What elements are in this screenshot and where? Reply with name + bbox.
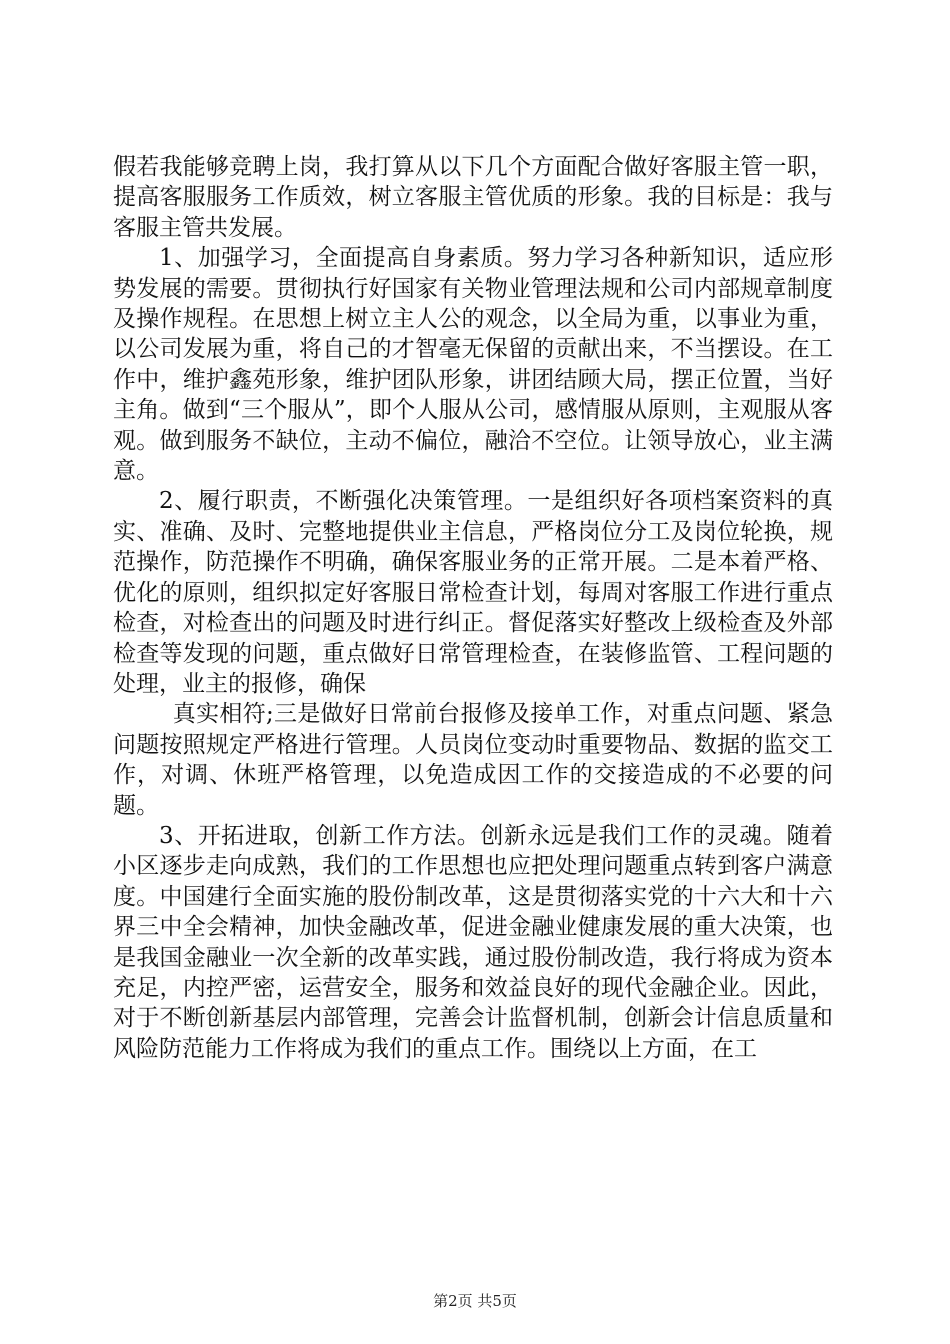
paragraph-point-2-continued: 真实相符;三是做好日常前台报修及接单工作，对重点问题、紧急问题按照规定严格进行管理。人员岗位变动时重要物品、数据的监交工作，对调、休班严格管理，以免造成因工作的交接造成的不必要的问题。 [113,701,833,819]
paragraph-point-1: 1、加强学习，全面提高自身素质。努力学习各种新知识，适应形势发展的需要。贯彻执行好国家有关物业管理法规和公司内部规章制度及操作规程。在思想上树立主人公的观念，以全局为重，以事业为重，以公司发展为重，将自己的才智毫无保留的贡献出来，不当摆设。在工作中，维护鑫苑形象，维护团队形象，讲团结顾大局，摆正位置，当好主角。做到“三个服从”，即个人服从公司，感情服从原则，主观服从客观。做到服务不缺位，主动不偏位，融洽不空位。让领导放心，业主满意。 [113,245,833,485]
paragraph-point-3: 3、开拓进取，创新工作方法。创新永远是我们工作的灵魂。随着小区逐步走向成熟，我们的工作思想也应把处理问题重点转到客户满意度。中国建行全面实施的股份制改革，这是贯彻落实党的十六大和十六界三中全会精神，加快金融改革，促进金融业健康发展的重大决策，也是我国金融业一次全新的改革实践，通过股份制改造，我行将成为资本充足，内控严密，运营安全，服务和效益良好的现代金融企业。因此，对于不断创新基层内部管理，完善会计监督机制，创新会计信息质量和风险防范能力工作将成为我们的重点工作。围绕以上方面，在工 [113,822,833,1062]
document-body [113,152,833,1064]
paragraph-point-2: 2、履行职责，不断强化决策管理。一是组织好各项档案资料的真实、准确、及时、完整地提供业主信息，严格岗位分工及岗位轮换，规范操作，防范操作不明确，确保客服业务的正常开展。二是本着严格、优化的原则，组织拟定好客服日常检查计划，每周对客服工作进行重点检查，对检查出的问题及时进行纠正。督促落实好整改上级检查及外部检查等发现的问题，重点做好日常管理检查，在装修监管、工程问题的处理，业主的报修，确保 [113,488,833,697]
paragraph-intro: 假若我能够竞聘上岗，我打算从以下几个方面配合做好客服主管一职，提高客服服务工作质效，树立客服主管优质的形象。我的目标是：我与客服主管共发展。 [113,154,833,241]
page-number-footer: 第2页 共5页 [433,1292,517,1310]
